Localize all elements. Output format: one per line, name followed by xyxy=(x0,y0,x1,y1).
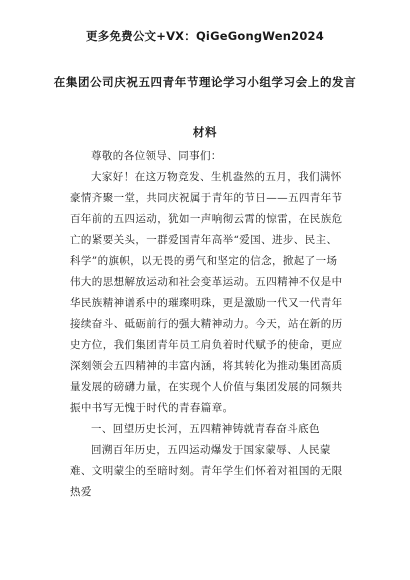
document-title-continued: 材料 xyxy=(192,125,218,139)
paragraph-history: 回溯百年历史，五四运动爆发于国家蒙辱、人民蒙难、文明蒙尘的至暗时刻。青年学生们怀着对祖国的无限热爱 xyxy=(70,444,343,498)
document-body xyxy=(70,146,345,503)
paragraph-opening: 大家好！在这万物竞发、生机盎然的五月，我们满怀豪情齐聚一堂，共同庆祝属于青年的节日——五四青年节百年前的五四运动，犹如一声响彻云霄的惊雷，在民族危亡的紧要关头，一群爱国青年高举“爱国、进步、民主、科学”的旗帜，以无畏的勇气和坚定的信念，掀起了一场伟大的思想解放运动和社会变革运动。五四精神不仅是中华民族精神谱系中的璀璨明珠，更是激励一代又一代青年接续奋斗、砥砺前行的强大精神动力。今天，站在新的历史方位，我们集团青年员工肩负着时代赋予的使命，更应深刻领会五四精神的丰富内涵，将其转化为推动集团高质量发展的磅礴力量，在实现个人价值与集团发展的同频共振中书写无愧于时代的青春篇章。 xyxy=(70,171,343,414)
salutation: 尊敬的各位领导、同事们： xyxy=(91,150,222,162)
section-heading-1: 一、回望历史长河，五四精神铸就青春奋斗底色 xyxy=(91,423,320,435)
promo-banner: 更多免费公文+VX：QiGeGongWen2024 xyxy=(86,29,324,43)
document-title: 在集团公司庆祝五四青年节理论学习小组学习会上的发言 xyxy=(53,75,357,89)
